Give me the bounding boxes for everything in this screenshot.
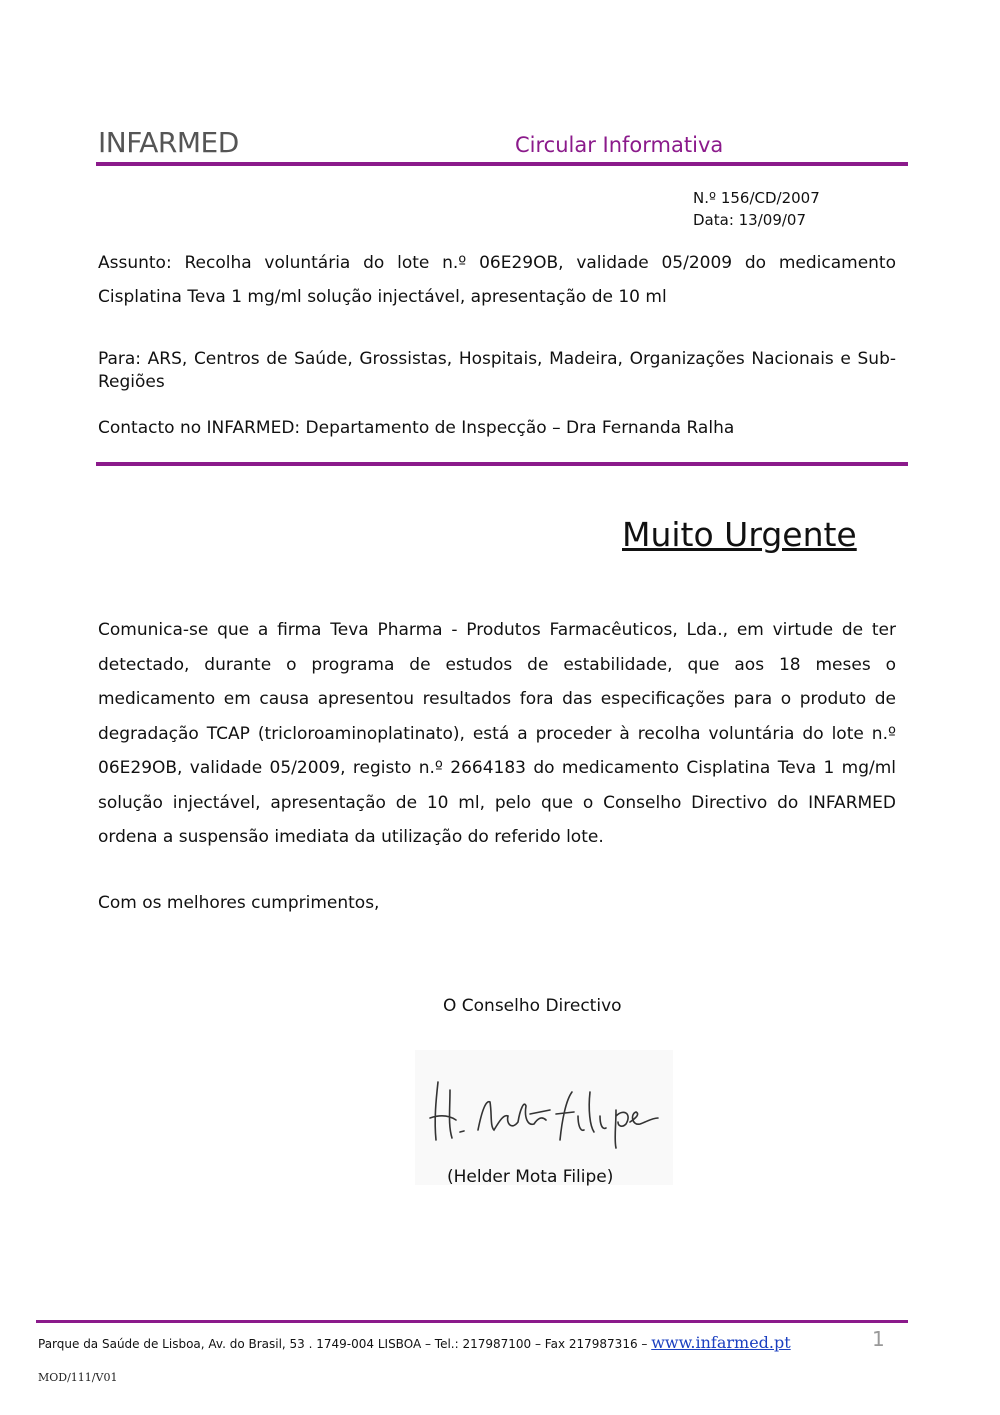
page-number: 1 bbox=[872, 1327, 885, 1351]
footer-address bbox=[38, 1333, 791, 1352]
subject-line: Assunto: Recolha voluntária do lote n.º 06E29OB, validade 05/2009 do medicamento Cisplatina Teva 1 mg/ml solução injectável, apresentação de 10 ml bbox=[98, 253, 896, 307]
circular-number: N.º 156/CD/2007 bbox=[693, 189, 820, 207]
form-code: MOD/111/V01 bbox=[38, 1371, 118, 1384]
website-link[interactable]: www.infarmed.pt bbox=[651, 1333, 791, 1352]
section-divider bbox=[96, 462, 908, 466]
recipients-line: Para: ARS, Centros de Saúde, Grossistas, Hospitais, Madeira, Organizações Nacionais e Sub-Regiões bbox=[98, 349, 896, 392]
footer-divider bbox=[36, 1320, 908, 1323]
infarmed-logo: INFARMED bbox=[98, 126, 239, 159]
document-type: Circular Informativa bbox=[515, 133, 724, 157]
signer-name: (Helder Mota Filipe) bbox=[447, 1167, 614, 1187]
circular-date: Data: 13/09/07 bbox=[693, 211, 807, 229]
contact-line: Contacto no INFARMED: Departamento de Inspecção – Dra Fernanda Ralha bbox=[98, 418, 735, 438]
body-paragraph: Comunica-se que a firma Teva Pharma - Produtos Farmacêuticos, Lda., em virtude de ter detectado, durante o programa de estudos de estabilidade, que aos 18 meses o medicamento em causa apresentou resultados fora das especificações para o produto de degradação TCAP (tricloroaminoplatinato), está a proceder à recolha voluntária do lote n.º 06E29OB, validade 05/2009, registo n.º 2664183 do medicamento Cisplatina Teva 1 mg/ml solução injectável, apresentação de 10 ml, pelo que o Conselho Directivo do INFARMED ordena a suspensão imediata da utilização do referido lote. bbox=[98, 620, 896, 847]
council-name: O Conselho Directivo bbox=[443, 996, 622, 1016]
urgency-heading: Muito Urgente bbox=[622, 515, 857, 554]
footer-address-text: Parque da Saúde de Lisboa, Av. do Brasil, 53 . 1749-004 LISBOA – Tel.: 217987100 – Fax 217987316 – bbox=[38, 1337, 652, 1351]
closing-line: Com os melhores cumprimentos, bbox=[98, 893, 380, 913]
handwritten-signature bbox=[420, 1070, 670, 1150]
header-divider bbox=[96, 162, 908, 166]
